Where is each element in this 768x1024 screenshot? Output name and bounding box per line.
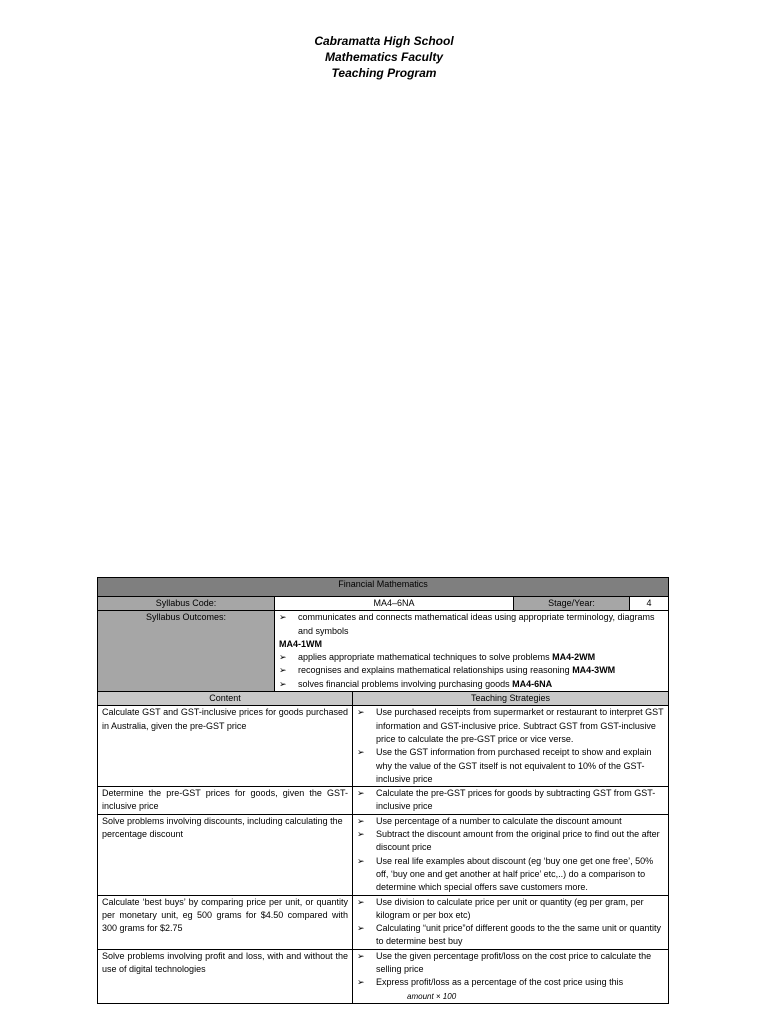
table-row (98, 787, 669, 815)
outcome-code: MA4-1WM (279, 638, 322, 649)
list-item: ➢ Use the given percentage profit/loss on the cost price to calculate the selling price (357, 950, 652, 975)
strategies-cell (353, 895, 669, 949)
stage-value: 4 (630, 597, 669, 611)
list-item: ➢ Use division to calculate price per unit or quantity (eg per gram, per kilogram or per box etc) (357, 896, 644, 920)
table-row (98, 706, 669, 787)
outcome-item: ➢ applies appropriate mathematical techniques to solve problems MA4-2WM (279, 652, 596, 663)
outcome-item: ➢ communicates and connects mathematical ideas using appropriate terminology, diagrams and symbols (279, 612, 655, 636)
table-row (98, 814, 669, 895)
list-item: ➢ Use purchased receipts from supermarket or restaurant to interpret GST information and GST-inclusive price. Subtract GST from GST-inclusive price to calculate the pre-GST price or vice verse. (357, 707, 664, 744)
syllabus-outcomes-list (275, 611, 669, 692)
list-item: ➢ Use real life examples about discount (eg ‘buy one get one free’, 50% off, ‘buy one and get another at half price’ etc,..) do a comparison to determine which special offers save customers more. (357, 855, 654, 893)
profit-loss-formula: amount × 100 (407, 991, 457, 1001)
table-row (98, 949, 669, 1003)
strategies-cell (353, 949, 669, 1003)
strategies-column-header: Teaching Strategies (353, 692, 669, 706)
content-cell: Calculate ‘best buys’ by comparing price per unit, or quantity per monetary unit, eg 500 grams for $4.50 compared with 300 grams for $2.75 (98, 895, 353, 949)
table-title-row (98, 578, 669, 597)
list-item: ➢ Express profit/loss as a percentage of the cost price using this (357, 977, 624, 988)
outcome-item: ➢ recognises and explains mathematical relationships using reasoning MA4-3WM (279, 665, 616, 676)
content-cell: Solve problems involving discounts, including calculating the percentage discount (98, 814, 353, 895)
strategies-cell (353, 706, 669, 787)
outcome-item: ➢ solves financial problems involving purchasing goods MA4-6NA (279, 678, 553, 689)
list-item: ➢ Calculate the pre-GST prices for goods by subtracting GST from GST-inclusive price (357, 788, 656, 812)
unit-title: Financial Mathematics (98, 578, 669, 597)
strategies-cell (353, 787, 669, 815)
strategies-cell (353, 814, 669, 895)
document-header (0, 33, 768, 81)
syllabus-code-label: Syllabus Code: (98, 597, 275, 611)
list-item: ➢ Calculating “unit price”of different goods to the the same unit or quantity to determine best buy (357, 923, 661, 947)
syllabus-outcomes-label: Syllabus Outcomes: (98, 611, 275, 692)
stage-label: Stage/Year: (514, 597, 630, 611)
syllabus-outcomes-row (98, 611, 669, 692)
list-item: ➢ Use the GST information from purchased receipt to show and explain why the value of the GST itself is not equivalent to 10% of the GST-inclusive price (357, 747, 652, 784)
teaching-program-table (97, 577, 669, 1004)
syllabus-code-value: MA4–6NA (275, 597, 514, 611)
table-row (98, 895, 669, 949)
content-cell: Determine the pre-GST prices for goods, given the GST-inclusive price (98, 787, 353, 815)
content-cell: Solve problems involving profit and loss, with and without the use of digital technologies (98, 949, 353, 1003)
school-name: Cabramatta High School (314, 34, 454, 48)
syllabus-code-row (98, 597, 669, 611)
list-item: ➢ Use percentage of a number to calculate the discount amount (357, 815, 622, 826)
column-header-row (98, 692, 669, 706)
faculty-name: Mathematics Faculty (324, 50, 444, 64)
program-title: Teaching Program (331, 66, 437, 80)
list-item: ➢ Subtract the discount amount from the original price to find out the after discount price (357, 829, 660, 853)
content-cell: Calculate GST and GST-inclusive prices for goods purchased in Australia, given the pre-GST price (98, 706, 353, 787)
content-column-header: Content (98, 692, 353, 706)
